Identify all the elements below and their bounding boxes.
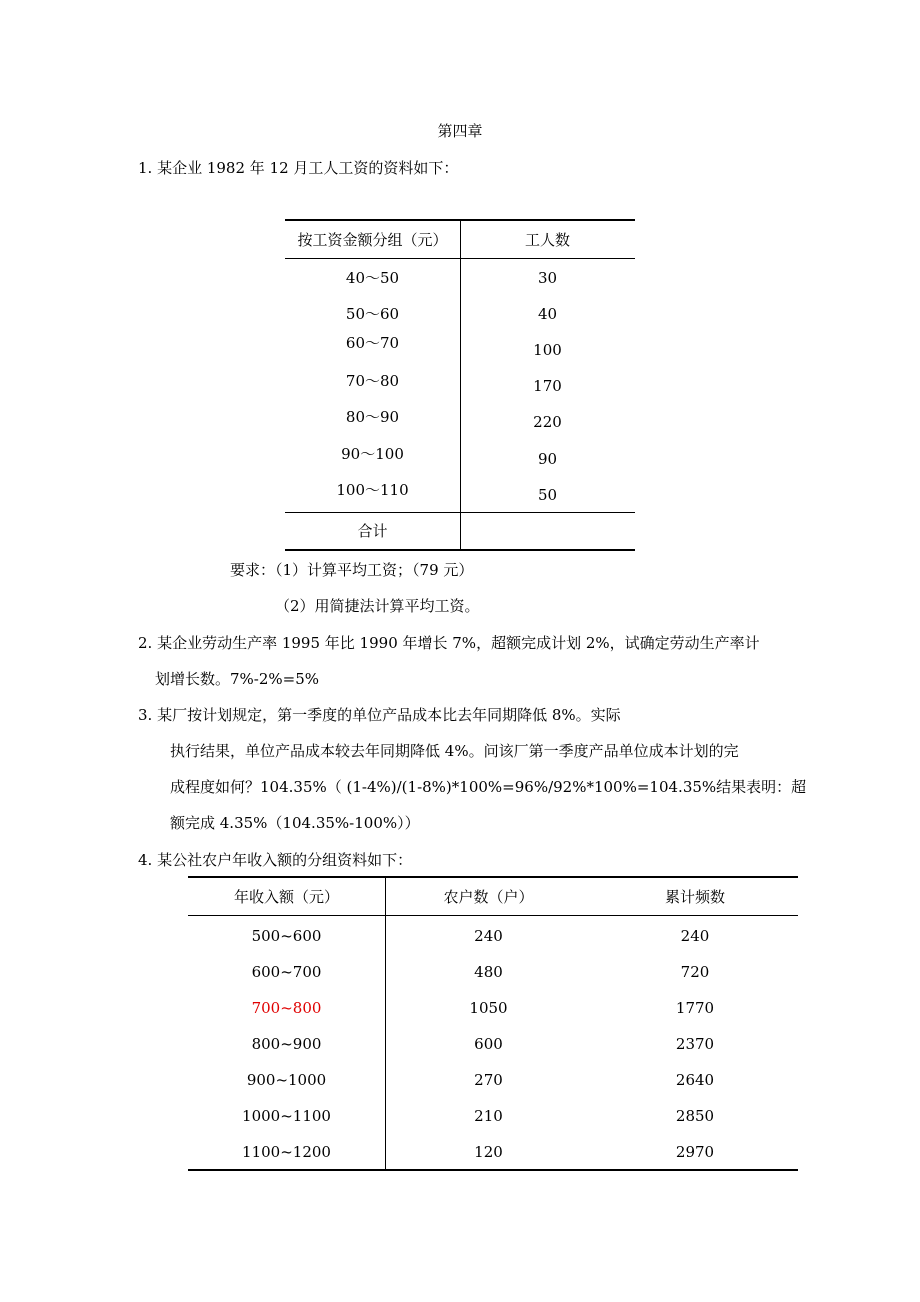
table-cell-workers: 50 (537, 486, 558, 504)
table-cell-households: 120 (474, 1143, 503, 1161)
question-3-line-3: 成程度如何？104.35%（ (1-4%)/(1-8%)*100%=96%/92%*100%=104.35%结果表明：超 (170, 778, 807, 796)
table-cell-cumulative: 2370 (675, 1035, 715, 1053)
table-cell-income: 800~900 (251, 1035, 322, 1053)
table-cell-group: 40～50 (345, 269, 400, 287)
question-1-text: 1. 某企业 1982 年 12 月工人工资的资料如下： (138, 159, 459, 177)
table-bottom-rule (188, 1169, 798, 1171)
table-cell-income: 1000~1100 (242, 1107, 331, 1125)
question-2-line-2: 划增长数。7%-2%=5% (155, 670, 320, 688)
table-cell-workers: 100 (533, 341, 562, 359)
requirement-1: 要求：（1）计算平均工资；（79 元） (230, 561, 474, 579)
chapter-title: 第四章 (437, 122, 483, 140)
table-cell-group: 80～90 (345, 408, 400, 426)
table-cell-income-highlighted: 700~800 (251, 999, 322, 1017)
table-header-group: 按工资金额分组（元） (297, 231, 448, 249)
table-cell-households: 1050 (469, 999, 508, 1017)
question-4-text: 4. 某公社农户年收入额的分组资料如下： (138, 851, 413, 869)
table-cell-households: 210 (474, 1107, 503, 1125)
table-cell-group: 70～80 (345, 372, 400, 390)
question-3-line-1: 3. 某厂按计划规定，第一季度的单位产品成本比去年同期降低 8%。实际 (138, 706, 621, 724)
table-cell-cumulative: 240 (680, 927, 710, 945)
table-cell-group: 100～110 (336, 481, 409, 499)
table-cell-households: 240 (474, 927, 503, 945)
table-cell-group: 50～60 (345, 305, 400, 323)
table-cell-income: 1100~1200 (242, 1143, 331, 1161)
question-3-line-2: 执行结果，单位产品成本较去年同期降低 4%。问该厂第一季度产品单位成本计划的完 (170, 742, 739, 760)
table-cell-workers: 170 (533, 377, 562, 395)
table-header-cumulative: 累计频数 (664, 888, 725, 906)
table-cell-workers: 40 (537, 305, 558, 323)
table-cell-group: 90～100 (341, 445, 404, 463)
table-cell-workers: 90 (537, 450, 558, 468)
question-3-line-4: 额完成 4.35%（104.35%-100%）） (170, 814, 420, 832)
table-cell-cumulative: 2850 (675, 1107, 715, 1125)
table-cell-group: 60～70 (345, 334, 400, 352)
table-total-label: 合计 (357, 522, 388, 540)
table-cell-cumulative: 2970 (675, 1143, 715, 1161)
table-cell-workers: 30 (537, 269, 558, 287)
table-header-households: 农户数（户） (443, 888, 534, 906)
table-cell-households: 600 (474, 1035, 503, 1053)
table-header-rule (188, 915, 798, 916)
table-cell-workers: 220 (533, 413, 562, 431)
table-cell-cumulative: 720 (680, 963, 710, 981)
table-cell-income: 500~600 (251, 927, 322, 945)
table-cell-households: 480 (474, 963, 503, 981)
table-column-divider (385, 878, 386, 1170)
table-cell-income: 600~700 (251, 963, 322, 981)
table-top-rule (188, 876, 798, 878)
question-2-line-1: 2. 某企业劳动生产率 1995 年比 1990 年增长 7%，超额完成计划 2%，试确定劳动生产率计 (138, 634, 760, 652)
table-header-income: 年收入额（元） (233, 888, 339, 906)
table-cell-households: 270 (474, 1071, 503, 1089)
table-header-workers: 工人数 (524, 231, 570, 249)
table-cell-income: 900~1000 (246, 1071, 327, 1089)
table-cell-cumulative: 2640 (675, 1071, 715, 1089)
requirement-2: （2）用简捷法计算平均工资。 (275, 597, 480, 615)
table-cell-cumulative: 1770 (675, 999, 715, 1017)
